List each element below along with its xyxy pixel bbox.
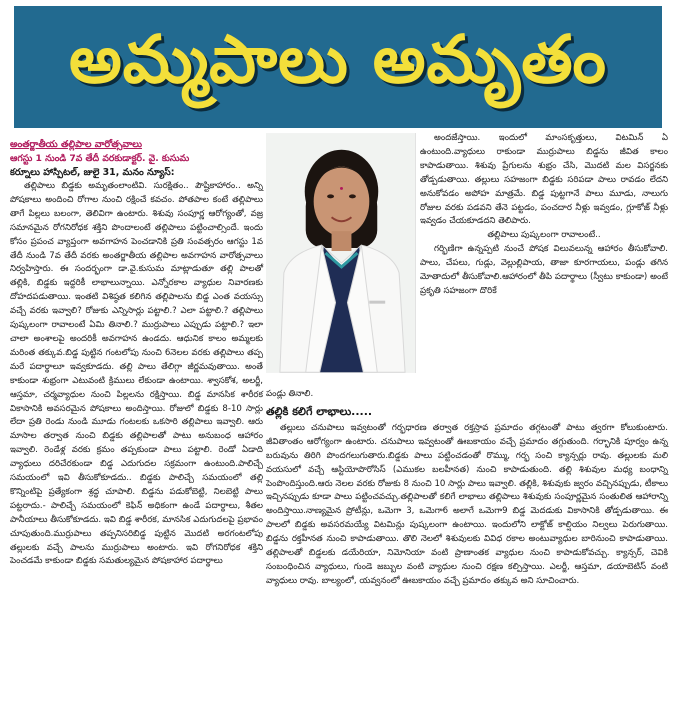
dateline: కర్నూలు హాస్పిటల్, జులై 31, మనం న్యూస్: xyxy=(10,167,175,178)
kicker: అంతర్జాతీయ తల్లిపాల వారోత్సవాలు xyxy=(10,139,142,150)
kicker-sub: ఆగస్టు 1 నుండి 7వ తేదీ వరకుడాక్టర్. వై. కుసుమ xyxy=(10,153,190,164)
portrait-illustration xyxy=(266,133,415,373)
left-paragraph: తల్లిపాలు బిడ్డకు అమృతంలాంటివి. సురక్షితం.. పౌష్టికాహారం.. అన్ని పోషకాలు అందించి రోగాల నుంచి రక్షించే కవచం. పోతపాల కంటే తల్లిపాలు తాగే పిల్లలు బలంగా, తెలివిగా ఉంటారు. శిశువు సంపూర్ణ ఆరోగ్యంతో, వజ్ర సమానమైన రోగనిరోధక శక్తిని పొందాలంటే తల్లిపాలు పట్టించాల్సిందే. ఇందు కోసం ప్రపంచ వ్యాప్తంగా అవగాహన పెంచడానికి ప్రతి సంవత్సరం ఆగస్టు 1వ తేదీ నుండి 7వ తేదీ వరకు అంతర్జాతీయ తల్లిపాల అవగాహన వారోత్సవాలు నిర్వహిస్తారు. ఈ సందర్భంగా డా.వై.కుసుమ మాట్లాడుతూ తల్లి పాలతో తల్లికి, బిడ్డకు ఇద్దరికీ లాభాలున్నాయి. ఎన్నోరకాల వ్యాధుల నివారణకు దోహదపడుతాయి. ఇంతటి విశిష్ఠత కలిగిన తల్లిపాలను బిడ్డ ఎంత వయస్సు వచ్చే వరకు ఇవ్వాలి? రోజుకు ఎన్నిసార్లు పట్టాలి.? ఎలా పట్టాలి.? తల్లిపాలు పుష్కలంగా రావాలంటే ఏమి తినాలి.? ముర్రుపాలు ఎప్పుడు పట్టాలి.? ఇలా చాలా అంశాలపై అందరికీ అవగాహన ఉండదు. ఆధునిక కాలం అమ్మలకు మరింత తక్కువ.బిడ్డ పుట్టిన గంటలోపు నుంచి 6నెలల వరకు తల్లిపాలు తప్ప మరే పదార్థాలూ ఇవ్వకూడదు. తల్లి పాలు తేలిగ్గా జీర్ణమవుతాయి. అంతే కాకుండా శుభ్రంగా ఎటువంటి క్రిములు లేకుండా ఉంటాయి. శ్వాసకోశ, అలర్జీ, ఆస్తమా, చర్మవ్యాధుల నుంచి పిల్లలను రక్షిస్తాయి. బిడ్డ మానసిక శారీరక వికాసానికి అవసరమైన పోషకాలు అందిస్తాయి. రోజులో బిడ్డకు 8-10 సార్లు లేదా ప్రతి రెండు నుండి మూడు గంటలకు ఒకసారి తల్లిపాలు ఇవ్వాలి. ఆరు మాసాల తర్వాత నుంచి బిడ్డకు తల్లిపాలతో పాటు అనుబంధ ఆహారం ఇవ్వాలి. రెండేళ్ల వరకు క్రమం తప్పకుండా పాలు పట్టాలి. రెండో ఏడాది వ్యాధులు దరిచేరకుండా బిడ్డ ఎదుగుదల సక్రమంగా ఉంటుంది.పాలిచ్చే సమయంలో ఇవి తీసుకోకూడదు.. బిడ్డకు పాలిచ్చే సమయంలో తల్లి కొన్నింటిపై ప్రత్యేకంగా శ్రద్ధ చూపాలి. బిడ్డను పడుకోబెట్టి, నిలబెట్టి పాలు పట్టరాదు.- పాలిచ్చే సమయంలో కెఫిన్ అధికంగా ఉండే పదార్థాలు, శీతల పానీయాలు తీసుకోకూడదు. ఇవి బిడ్డ శారీరక, మానసిక ఎదుగుదలపై ప్రభావం చూపుతుంది.ముర్రుపాలు తప్పనిసరిబిడ్డ పుట్టిన మొదటి అరగంటలోపు తల్లులకు వచ్చే పాలను ముర్రుపాలు అంటారు. ఇవి రోగనిరోధక శక్తిని పెంచడమే కాకుండా బిడ్డకు సమతుల్యమైన పోషకాహార పదార్థాలు xyxy=(10,181,263,567)
right-top-column xyxy=(420,132,668,299)
headline-banner xyxy=(14,6,662,128)
right-bottom-paragraph: తల్లులు చనుపాలు ఇవ్వటంతో గర్భధారణ తర్వాత రక్తస్రావ ప్రమాదం తగ్గటంతో పాటు త్వరగా కోలుకుంటారు. జీవితాంతం ఆరోగ్యంగా ఉంటారు. చనుపాలు ఇవ్వటంతో ఊబకాయం వచ్చే ప్రమాదం తగ్గుతుంది. గర్భానికి పూర్వం ఉన్న బరువును తిరిగి పొందగలుగుతారు.బిడ్డకు పాలు పట్టించడంతో రొమ్ము, గర్భ సంచి క్యాన్సర్లు రావు. తల్లులకు మలి వయసులో వచ్చే ఆస్టియోపొరోసిస్ (ఎముకల బలహీనత) నుంచి కాపాడుతుంది. తల్లి శిశువుల మధ్య బంధాన్ని పెంపొందిస్తుంది.ఆరు నెలల వరకు రోజుకు 8 నుంచి 10 సార్లు పాలు ఇవ్వాలి. తల్లికి, శిశువుకు జ్వరం వచ్చినప్పుడు, టీకాలు ఇచ్చినప్పుడు కూడా పాలు పట్టించవచ్చు.తల్లిపాలతో కలిగే లాభాలు తల్లిపాలు శిశువుకు సంపూర్ణమైన సంతులిత ఆహారాన్ని అందిస్తాయి.నాణ్యమైన ప్రోటీన్లు, ఒమెగా 3, ఒమెగా6 అలాగే ఒమెగా9 బిడ్డ మెదడుకు వికాసానికి తోడ్పడుతాయి. ఈ పాలలో బిడ్డకు అవసరమయ్యే విటమిన్లు పుష్కలంగా ఉంటాయి. ఇందులోని లాక్టోజ్ కాల్షియం నిల్వలు పెరుగుతాయి. బిడ్డను రక్తహీనత నుంచి కాపాడుతాయి. తొలి నెలలో శిశువులకు వివిధ రకాల అంటువ్యాధుల బారినుంచి కాపాడుతాయి. తల్లిపాలతో బిడ్డలకు డయేరియా, నిమోనియా వంటి ప్రాణాంతక వ్యాధుల నుంచి కాపాడుకోవచ్చు. క్యాన్సర్, చెవికి సంబంధించిన వ్యాధులు, గుండె జబ్బుల వంటి వ్యాధుల నుంచి రక్షణ కల్పిస్తాయి. ఎలర్జీ, ఆస్తమా, డయాబెటిస్ వంటి వ్యాధులు రావు. బాల్యంలో, యవ్వనంలో ఊబకాయం వచ్చే ప్రమాదం తక్కువ అని సూచించారు. xyxy=(266,422,668,586)
portrait-photo xyxy=(266,133,416,373)
right-bottom-column xyxy=(266,388,668,589)
headline: అమ్మపాలు అమృతం xyxy=(68,20,608,98)
right-top-paragraph-2: గర్భిణిగా ఉన్నప్పటి నుంచే పోషక విలువలున్న ఆహారం తీసుకోవాలి. పాలు, చేపలు, గుడ్లు, వెల్లుల్లిపాయ, తాజా కూరగాయలు, పండ్లు తగిన మోతాదులో తీసుకోవాలి.ఆహారంలో తీపి పదార్థాలు (స్వీటు కాకుండా) అంటే ప్రకృతి సహజంగా దొరికే xyxy=(420,244,668,296)
right-bottom-lead: పండ్లు తినాలి. xyxy=(266,389,314,399)
right-top-paragraph: అందజేస్తాయి. ఇందులో మాంసకృత్తులు, విటమిన్ ఏ ఉంటుంది.వ్యాధులు రాకుండా ముర్రుపాలు బిడ్డను జీవిత కాలం కాపాడుతాయి. శిశువు ప్రేగులను శుభ్రం చేసి, మొదటి మల విసర్జనకు తోడ్పడుతాయి. తల్లులు సహజంగా బిడ్డకు సరిపడా పాలు రావడం లేదని అనుకోవడం అపోహ మాత్రమే. బిడ్డ పుట్టగానే పాలు మూడు, నాలుగు రోజుల వరకు పడవని తేనె పట్టడం, పంచదార నీళ్లు ఇవ్వడం, గ్లూకోజ్ నీళ్లు ఇవ్వడం చేయకూడదని తెలిపారు. xyxy=(420,133,668,227)
left-column xyxy=(10,138,263,569)
right-top-centered: తల్లిపాలు పుష్కలంగా రావాలంటే.. xyxy=(487,230,601,241)
right-bottom-subhead: తల్లికి కలిగే లాభాలు..... xyxy=(266,404,373,418)
